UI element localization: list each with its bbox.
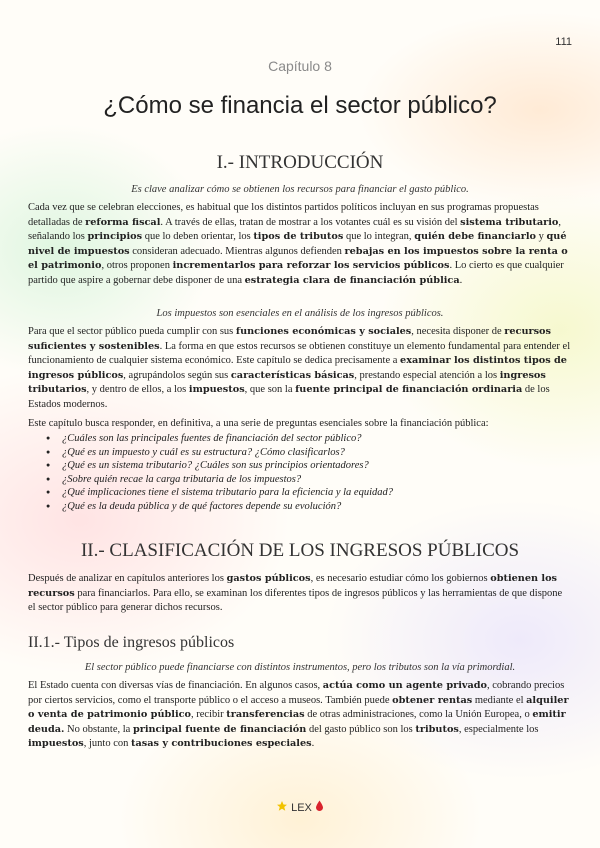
text-run: . La forma en que estos recursos se obtienen constituye un elemento fundamental para entender el funcionamiento de cualquier sistema económico. Este capítulo se dedica precisamente a: [28, 340, 571, 367]
bold-phrase: alquiler o venta de patrimonio público: [28, 694, 569, 721]
paragraph: [28, 325, 572, 413]
lead-sentence: Es clave analizar cómo se obtienen los recursos para financiar el gasto público.: [131, 184, 469, 195]
text-run: que lo deben orientar, los: [142, 231, 254, 243]
bold-phrase: sistema tributario: [460, 216, 559, 228]
bold-phrase: tasas y contribuciones especiales: [131, 738, 312, 750]
bold-phrase: tributos: [415, 723, 459, 735]
text-run: , cobrando precios por ciertos servicios, como el transporte público o el acceso a museos. También puede: [28, 680, 565, 706]
paragraph: [28, 679, 572, 752]
bold-phrase: emitir deuda.: [28, 709, 566, 735]
bold-phrase: transferencias: [226, 709, 305, 721]
bold-phrase: reforma fiscal: [85, 216, 161, 228]
bold-phrase: características básicas: [230, 369, 355, 381]
chapter-label: Capítulo 8: [268, 58, 332, 74]
bold-phrase: gastos públicos: [226, 573, 311, 584]
bold-phrase: impuestos: [188, 384, 245, 396]
text-run: . A través de ellas, tratan de mostrar a los votantes cuál es su visión del: [160, 216, 461, 228]
text-run: . Lo cierto es que cualquier partido que aspire a gobernar debe disponer de una: [28, 260, 564, 286]
bold-phrase: obtener rentas: [392, 694, 473, 706]
drop-shape: [316, 801, 323, 812]
text-run: para financiarlos. Para ello, se examinan los diferentes tipos de ingresos públicos y las herramientas de que dispone el sector público para generar dichos recursos.: [28, 587, 563, 614]
text-run: , prestando especial atención a los: [354, 369, 500, 381]
paragraph: Este capítulo busca responder, en definitiva, a una serie de preguntas esenciales sobre la financiación pública:: [28, 418, 489, 429]
text-run: .: [459, 274, 463, 286]
text-run: , es necesario estudiar cómo los gobiernos: [310, 573, 491, 584]
bold-phrase: ingresos tributarios: [28, 369, 546, 396]
text-run: , otros proponen: [101, 260, 173, 272]
bold-phrase: quién debe financiarlo: [414, 231, 537, 243]
bold-phrase: qué nivel de impuestos: [28, 231, 567, 257]
list-item: ● ¿Qué es un impuesto y cuál es su estructura? ¿Cómo clasificarlos?: [28, 446, 572, 460]
text-run: , junto con: [83, 738, 132, 750]
bold-phrase: fuente principal de financiación ordinaria: [295, 384, 523, 396]
list-item: ● ¿Qué es la deuda pública y de qué factores depende su evolución?: [28, 500, 572, 514]
section-heading-introduccion: I.- INTRODUCCIÓN: [216, 152, 384, 173]
bold-phrase: recursos suficientes y sostenibles: [28, 326, 551, 352]
text-run: No obstante, la: [64, 723, 133, 735]
paragraph: [28, 201, 572, 289]
list-item: ● ¿Sobre quién recae la carga tributaria de los impuestos?: [28, 473, 572, 487]
list-item: ● ¿Qué es un sistema tributario? ¿Cuáles son sus principios orientadores?: [28, 459, 572, 473]
text-run: , que son la: [244, 384, 296, 396]
question-list: [28, 432, 572, 514]
text-run: del gasto público son los: [306, 723, 416, 735]
bold-phrase: funciones económicas y sociales: [235, 326, 412, 337]
text-run: mediante el: [472, 694, 527, 706]
bold-phrase: examinar los distintos tipos de ingresos públicos: [28, 355, 567, 381]
text-run: , agrupándolos según sus: [123, 369, 231, 381]
bold-phrase: estrategia clara de financiación pública: [244, 274, 460, 286]
list-item: ● ¿Qué implicaciones tiene el sistema tributario para la eficiencia y la equidad?: [28, 486, 572, 500]
bold-phrase: obtienen los recursos: [28, 573, 558, 599]
text-run: de otras administraciones, como la Unión Europea, o: [304, 709, 533, 721]
text-run: Cada vez que se celebran elecciones, es habitual que los distintos partidos políticos incluyan en sus programas propuestas detalladas de: [28, 202, 539, 228]
page-number: 111: [555, 36, 572, 48]
bold-phrase: principios: [87, 231, 143, 243]
text-run: de los Estados modernos.: [28, 384, 550, 410]
text-run: Después de analizar en capítulos anteriores los: [28, 573, 227, 584]
bold-phrase: rebajas en los impuestos sobre la renta o el patrimonio: [28, 245, 568, 272]
text-run: y: [536, 231, 547, 243]
star-shape: [277, 801, 287, 811]
paragraph: [28, 572, 572, 616]
lead-sentence: El sector público puede financiarse con distintos instrumentos, pero los tributos son la vía primordial.: [84, 662, 516, 673]
logo-text: LEX: [291, 802, 312, 814]
text-run: .: [311, 738, 315, 750]
lead-sentence: Los impuestos son esenciales en el análisis de los ingresos públicos.: [156, 308, 444, 319]
star-icon: [276, 802, 291, 814]
section-heading-clasificacion: II.- CLASIFICACIÓN DE LOS INGRESOS PÚBLICOS: [80, 540, 520, 561]
page-title: ¿Cómo se financia el sector público?: [103, 92, 497, 119]
text-run: consideran adecuado. Mientras algunos defienden: [129, 245, 345, 257]
text-run: , recibir: [191, 709, 227, 721]
text-run: El Estado cuenta con diversas vías de financiación. En algunos casos,: [28, 680, 323, 691]
text-run: , y dentro de ellos, a los: [86, 384, 189, 396]
footer-logo: [0, 800, 600, 814]
drop-icon: [315, 802, 324, 814]
bold-phrase: impuestos: [28, 738, 84, 750]
text-run: , especialmente los: [458, 723, 539, 735]
bold-phrase: incrementarlos para reforzar los servicios públicos: [172, 260, 450, 272]
bold-phrase: tipos de tributos: [253, 231, 344, 243]
bold-phrase: actúa como un agente privado: [322, 680, 488, 691]
text-run: , necesita disponer de: [411, 326, 505, 337]
text-run: que lo integran,: [343, 231, 415, 243]
bold-phrase: principal fuente de financiación: [132, 723, 307, 735]
text-run: , señalando los: [28, 216, 561, 243]
subsection-heading: II.1.- Tipos de ingresos públicos: [28, 634, 235, 651]
text-run: Para que el sector público pueda cumplir con sus: [28, 326, 236, 337]
list-item: ● ¿Cuáles son las principales fuentes de financiación del sector público?: [28, 432, 572, 446]
